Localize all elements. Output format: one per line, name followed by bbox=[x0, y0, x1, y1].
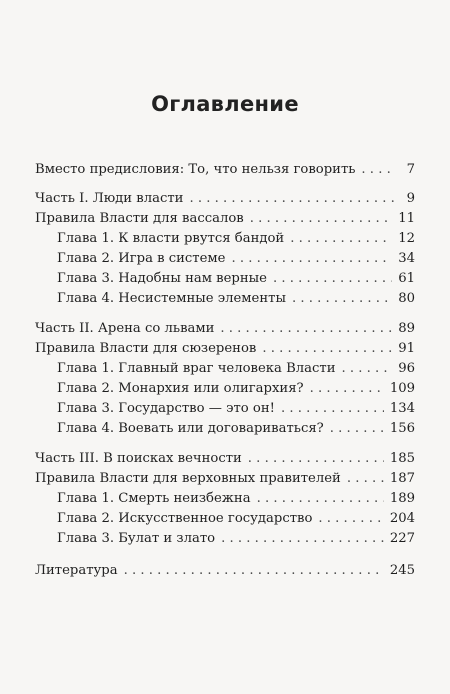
dot-leader bbox=[290, 229, 392, 249]
toc-entry-label: Литература bbox=[35, 563, 118, 578]
toc-entry-label: Глава 4. Воевать или договариваться? bbox=[57, 421, 324, 436]
toc-entry-page: 9 bbox=[406, 191, 415, 206]
dot-leader bbox=[318, 509, 383, 529]
toc-entry bbox=[35, 529, 415, 549]
toc-entry bbox=[35, 249, 415, 269]
dot-leader bbox=[221, 529, 384, 549]
toc-entry-label: Глава 1. Смерть неизбежна bbox=[57, 491, 251, 506]
toc-entry-label: Глава 3. Государство — это он! bbox=[57, 401, 275, 416]
toc-entry-page: 109 bbox=[389, 381, 415, 396]
toc-entry bbox=[35, 289, 415, 309]
toc-entry bbox=[35, 269, 415, 289]
toc-entry-page: 189 bbox=[389, 491, 415, 506]
toc-entry-label: Глава 2. Монархия или олигархия? bbox=[57, 381, 304, 396]
dot-leader bbox=[248, 449, 384, 469]
dot-leader bbox=[347, 469, 384, 489]
toc-entry-page: 34 bbox=[398, 251, 415, 266]
dot-leader bbox=[220, 319, 392, 339]
toc-entry-page: 245 bbox=[389, 563, 415, 578]
toc-entry-label: Глава 3. Булат и злато bbox=[57, 531, 216, 546]
toc-entry bbox=[35, 561, 415, 581]
toc-entry bbox=[35, 509, 415, 529]
toc-entry bbox=[35, 209, 415, 229]
dot-leader bbox=[231, 249, 392, 269]
toc-entry-label: Часть I. Люди власти bbox=[35, 191, 184, 206]
dot-leader bbox=[189, 189, 395, 209]
toc-entry-page: 89 bbox=[398, 321, 415, 336]
toc-entry-label: Часть III. В поисках вечности bbox=[35, 451, 242, 466]
toc-entry-page: 80 bbox=[398, 291, 415, 306]
toc-entry-label: Глава 2. Искусственное государство bbox=[57, 511, 313, 526]
toc-entry-page: 204 bbox=[389, 511, 415, 526]
toc-entry-label: Глава 2. Игра в системе bbox=[57, 251, 226, 266]
toc-entry bbox=[35, 489, 415, 509]
toc-entry bbox=[35, 469, 415, 489]
toc-entry-page: 91 bbox=[398, 341, 415, 356]
page-title: Оглавление bbox=[151, 92, 299, 116]
toc-entry-label: Глава 4. Несистемные элементы bbox=[57, 291, 286, 306]
dot-leader bbox=[273, 269, 392, 289]
dot-leader bbox=[250, 209, 393, 229]
dot-leader bbox=[341, 359, 392, 379]
toc-entry bbox=[35, 319, 415, 339]
dot-leader bbox=[257, 489, 384, 509]
toc-entry-page: 11 bbox=[398, 211, 415, 226]
toc-entry bbox=[35, 399, 415, 419]
toc-entry-page: 134 bbox=[389, 401, 415, 416]
toc-entry-page: 156 bbox=[389, 421, 415, 436]
toc-entry-page: 187 bbox=[389, 471, 415, 486]
toc-entry-page: 227 bbox=[389, 531, 415, 546]
toc-entry bbox=[35, 379, 415, 399]
dot-leader bbox=[310, 379, 384, 399]
toc-entry bbox=[35, 339, 415, 359]
toc-entry-label: Глава 1. К власти рвутся бандой bbox=[57, 231, 285, 246]
toc-entry-label: Вместо предисловия: То, что нельзя говорить bbox=[35, 162, 356, 177]
dot-leader bbox=[330, 419, 384, 439]
toc-entry-page: 96 bbox=[398, 361, 415, 376]
toc-entry bbox=[35, 160, 415, 180]
toc-entry-label: Часть II. Арена со львами bbox=[35, 321, 215, 336]
toc-entry-label: Глава 1. Главный враг человека Власти bbox=[57, 361, 336, 376]
toc-entry-page: 61 bbox=[398, 271, 415, 286]
dot-leader bbox=[292, 289, 392, 309]
dot-leader bbox=[361, 160, 395, 180]
toc-entry-label: Правила Власти для верховных правителей bbox=[35, 471, 341, 486]
toc-entry-page: 7 bbox=[406, 162, 415, 177]
toc-entry bbox=[35, 229, 415, 249]
toc-entry-page: 12 bbox=[398, 231, 415, 246]
dot-leader bbox=[124, 561, 384, 581]
dot-leader bbox=[262, 339, 392, 359]
toc-entry bbox=[35, 419, 415, 439]
toc-entry bbox=[35, 449, 415, 469]
toc-entry-page: 185 bbox=[389, 451, 415, 466]
toc-entry-label: Правила Власти для сюзеренов bbox=[35, 341, 257, 356]
dot-leader bbox=[281, 399, 384, 419]
toc-entry bbox=[35, 359, 415, 379]
toc-entry bbox=[35, 189, 415, 209]
toc-entry-label: Правила Власти для вассалов bbox=[35, 211, 244, 226]
toc-entry-label: Глава 3. Надобны нам верные bbox=[57, 271, 267, 286]
